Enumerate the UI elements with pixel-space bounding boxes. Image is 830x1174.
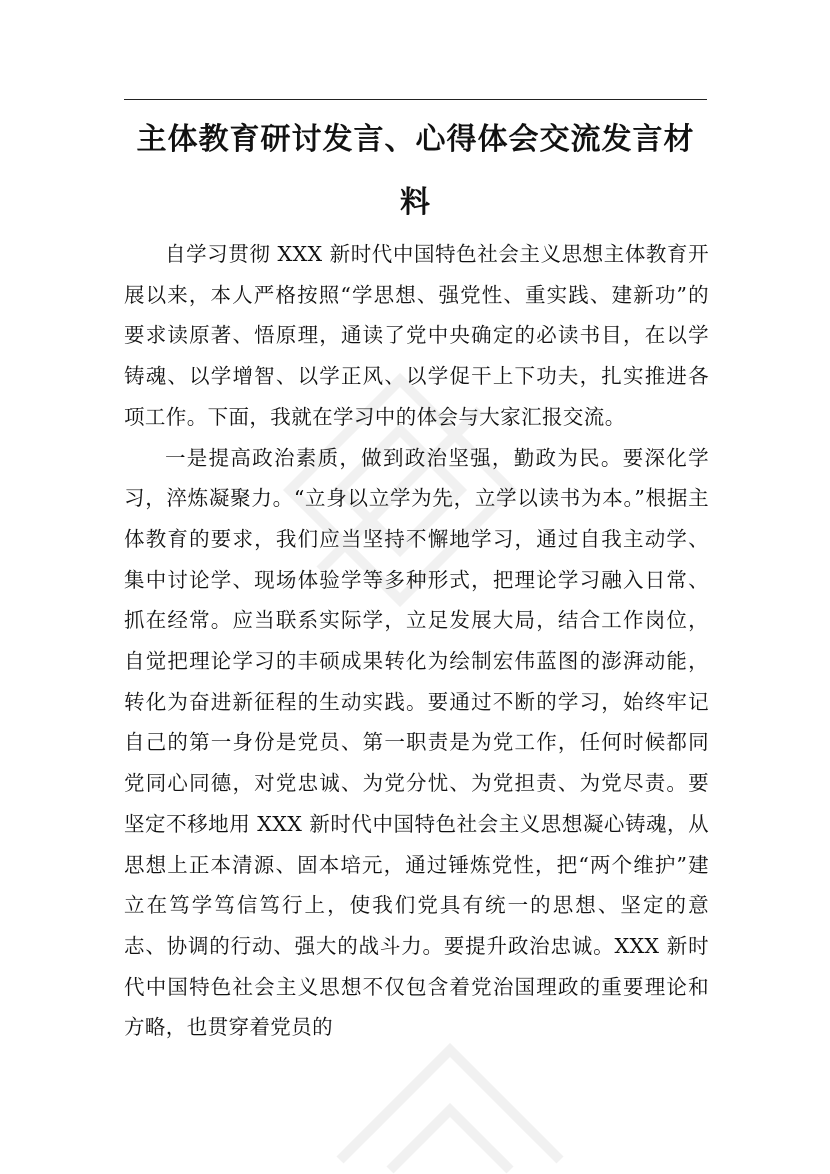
document-title: 主体教育研讨发言、心得体会交流发言材料 (136, 122, 695, 220)
document-body (124, 234, 709, 1048)
paragraph: 一是提高政治素质，做到政治坚强，勤政为民。要深化学习，淬炼凝聚力。“立身以立学为先，立学以读书为本。”根据主体教育的要求，我们应当坚持不懈地学习，通过自我主动学、集中讨论学、现场体验学等多种形式，把理论学习融入日常、抓在经常。应当联系实际学，立足发展大局，结合工作岗位，自觉把理论学习的丰硕成果转化为绘制宏伟蓝图的澎湃动能，转化为奋进新征程的生动实践。要通过不断的学习，始终牢记自己的第一身份是党员、第一职责是为党工作，任何时候都同党同心同德，对党忠诚、为党分忧、为党担责、为党尽责。要坚定不移地用 XXX 新时代中国特色社会主义思想凝心铸魂，从思想上正本清源、固本培元，通过锤炼党性，把“两个维护”建立在笃学笃信笃行上，使我们党具有统一的思想、坚定的意志、协调的行动、强大的战斗力。要提升政治忠诚。XXX 新时代中国特色社会主义思想不仅包含着党治国理政的重要理论和方略，也贯穿着党员的 (124, 445, 709, 1040)
paragraph: 自学习贯彻 XXX 新时代中国特色社会主义思想主体教育开展以来，本人严格按照“学思想、强党性、重实践、建新功”的要求读原著、悟原理，通读了党中央确定的必读书目，在以学铸魂、以学增智、以学正风、以学促干上下功夫，扎实推进各项工作。下面，我就在学习中的体会与大家汇报交流。 (124, 242, 709, 429)
header-rule (124, 99, 707, 100)
